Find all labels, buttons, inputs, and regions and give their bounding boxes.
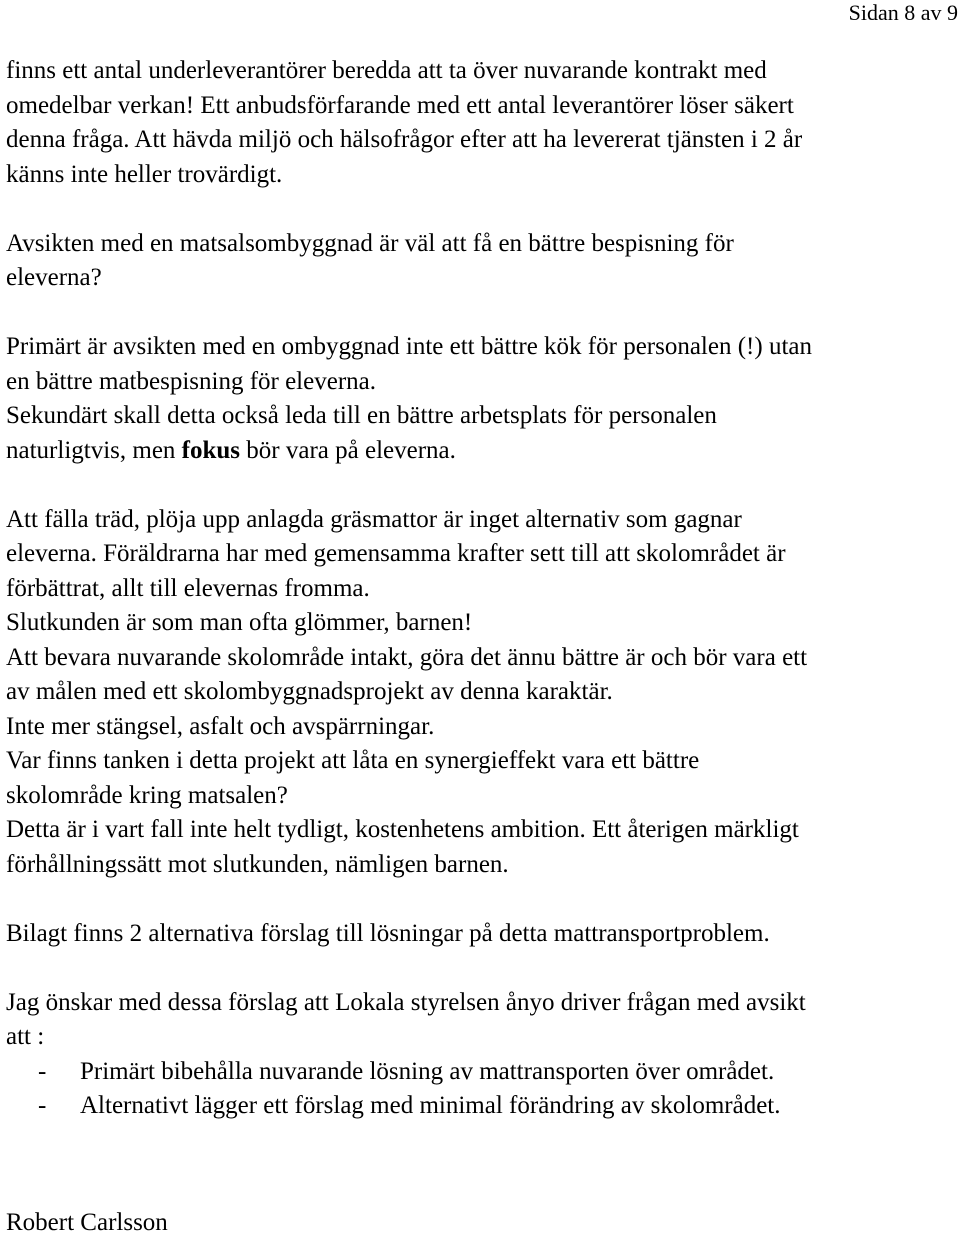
text-line: finns ett antal underleverantörer beredda att ta över nuvarande kontrakt med <box>6 54 958 89</box>
signature-name: Robert Carlsson <box>6 1206 958 1240</box>
text-line: skolområde kring matsalen? <box>6 779 958 814</box>
text-line: Jag önskar med dessa förslag att Lokala styrelsen ånyo driver frågan med avsikt <box>6 986 958 1021</box>
text-line: Bilagt finns 2 alternativa förslag till lösningar på detta mattransportproblem. <box>6 917 958 952</box>
text-line: förbättrat, allt till elevernas fromma. <box>6 572 958 607</box>
text-line: Sekundärt skall detta också leda till en bättre arbetsplats för personalen <box>6 399 958 434</box>
text-line: en bättre matbespisning för eleverna. <box>6 365 958 400</box>
document-body <box>6 54 958 1240</box>
bullet-marker: - <box>6 1089 80 1124</box>
text-line: Avsikten med en matsalsombyggnad är väl att få en bättre bespisning för <box>6 227 958 262</box>
text-line: att : <box>6 1020 958 1055</box>
emphasis-line <box>6 434 958 469</box>
list-item <box>6 1089 958 1124</box>
text-line: förhållningssätt mot slutkunden, nämligen barnen. <box>6 848 958 883</box>
emphasis-after: bör vara på eleverna. <box>240 437 456 464</box>
bullet-text: Alternativt lägger ett förslag med minimal förändring av skolområdet. <box>80 1089 781 1124</box>
text-line: Primärt är avsikten med en ombyggnad inte ett bättre kök för personalen (!) utan <box>6 330 958 365</box>
emphasis-bold: fokus <box>182 437 240 464</box>
bullet-text: Primärt bibehålla nuvarande lösning av mattransporten över området. <box>80 1055 774 1090</box>
text-line: Inte mer stängsel, asfalt och avspärrningar. <box>6 710 958 745</box>
bullet-marker: - <box>6 1055 80 1090</box>
page-number: Sidan 8 av 9 <box>849 0 958 30</box>
text-line: Slutkunden är som man ofta glömmer, barnen! <box>6 606 958 641</box>
text-line: av målen med ett skolombyggnadsprojekt av denna karaktär. <box>6 675 958 710</box>
text-line: Var finns tanken i detta projekt att låta en synergieffekt vara ett bättre <box>6 744 958 779</box>
text-line: omedelbar verkan! Ett anbudsförfarande med ett antal leverantörer löser säkert <box>6 89 958 124</box>
emphasis-before: naturligtvis, men <box>6 437 182 464</box>
text-line: eleverna? <box>6 261 958 296</box>
text-line: Att bevara nuvarande skolområde intakt, göra det ännu bättre är och bör vara ett <box>6 641 958 676</box>
text-line: Att fälla träd, plöja upp anlagda gräsmattor är inget alternativ som gagnar <box>6 503 958 538</box>
text-line: eleverna. Föräldrarna har med gemensamma krafter sett till att skolområdet är <box>6 537 958 572</box>
text-line: denna fråga. Att hävda miljö och hälsofrågor efter att ha levererat tjänsten i 2 år <box>6 123 958 158</box>
text-line: känns inte heller trovärdigt. <box>6 158 958 193</box>
list-item <box>6 1055 958 1090</box>
text-line: Detta är i vart fall inte helt tydligt, kostenhetens ambition. Ett återigen märkligt <box>6 813 958 848</box>
